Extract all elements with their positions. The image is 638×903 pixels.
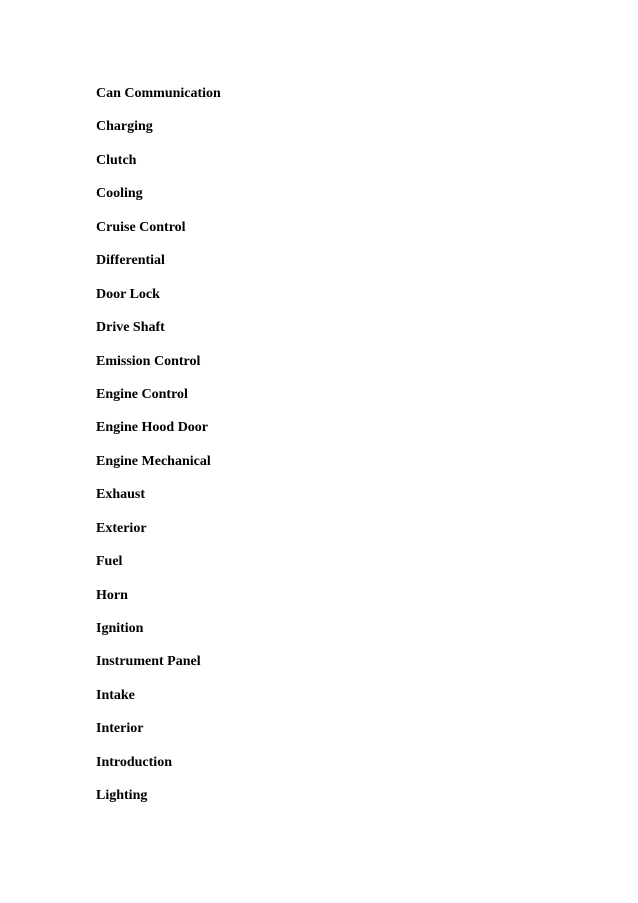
list-item: Engine Mechanical <box>96 453 211 469</box>
list-item: Instrument Panel <box>96 654 201 670</box>
list-item: Can Communication <box>96 86 221 101</box>
list-item: Cooling <box>96 186 143 202</box>
list-item: Fuel <box>96 554 123 570</box>
list-item: Cruise Control <box>96 219 186 235</box>
list-item: Clutch <box>96 152 137 168</box>
list-item: Differential <box>96 253 165 269</box>
list-item: Lighting <box>96 788 148 804</box>
list-item: Horn <box>96 587 128 603</box>
list-item: Intake <box>96 687 135 703</box>
list-item: Door Lock <box>96 286 160 302</box>
list-item: Emission Control <box>96 353 201 369</box>
list-item: Exhaust <box>96 487 146 503</box>
list-item: Charging <box>96 119 153 135</box>
list-item: Introduction <box>96 754 172 770</box>
list-item: Engine Control <box>96 386 188 402</box>
list-item: Interior <box>96 721 144 737</box>
list-item: Exterior <box>96 520 147 536</box>
list-item: Drive Shaft <box>96 320 165 336</box>
list-item: Engine Hood Door <box>96 420 209 436</box>
list-item: Ignition <box>96 621 144 636</box>
section-list <box>96 85 221 821</box>
